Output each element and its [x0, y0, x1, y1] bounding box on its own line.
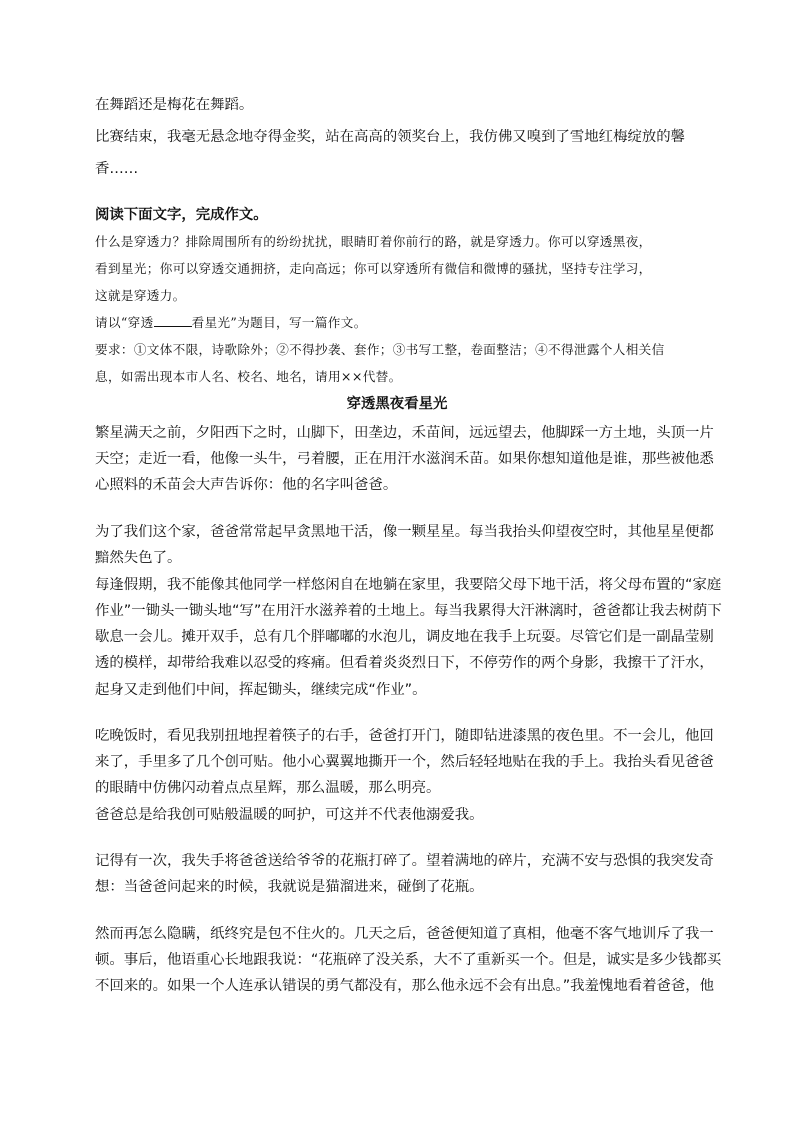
task-requirements-line-1: 要求：①文体不限，诗歌除外；②不得抄袭、套作；③书写工整，卷面整洁；④不得泄露个人相关信 [95, 342, 665, 357]
essay-line: 吃晚饭时，看见我别扭地捏着筷子的右手，爸爸打开门，随即钻进漆黑的夜色里。不一会儿，他回 [95, 728, 714, 744]
essay-line: 黯然失色了。 [95, 550, 182, 566]
essay-line: 想：当爸爸问起来的时候，我就说是猫溜进来，碰倒了花瓶。 [95, 879, 484, 895]
essay-line: 歇息一会儿。摊开双手，总有几个胖嘟嘟的水泡儿，调皮地在我手上玩耍。尽管它们是一副晶莹剔 [95, 629, 714, 645]
essay-line: 为了我们这个家，爸爸常常起早贪黑地干活，像一颗星星。每当我抬头仰望夜空时，其他星星便都 [95, 524, 714, 540]
essay-line: 不回来的。如果一个人连承认错误的勇气都没有，那么他永远不会有出息。”我羞愧地看着爸爸，他 [95, 978, 715, 994]
essay-line: 心照料的禾苗会大声告诉你：他的名字叫爸爸。 [95, 477, 398, 493]
task-requirements-line-2: 息，如需出现本市人名、校名、地名，请用××代替。 [95, 369, 402, 384]
essay-line: 天空；走近一看，他像一头牛，弓着腰，正在用汗水滋润禾苗。如果你想知道他是谁，那些被他悉 [95, 451, 714, 467]
essay-line: 然而再怎么隐瞒，纸终究是包不住火的。几天之后，爸爸便知道了真相，他毫不客气地训斥了我一 [95, 926, 714, 942]
intro-line-2: 比赛结束，我毫无悬念地夺得金奖，站在高高的领奖台上，我仿佛又嗅到了雪地红梅绽放的馨 [95, 129, 686, 145]
essay-line: 每逢假期，我不能像其他同学一样悠闲自在地躺在家里，我要陪父母下地干活，将父母布置的“家庭 [95, 577, 722, 593]
task-paragraph-line-1: 什么是穿透力？排除周围所有的纷纷扰扰，眼睛盯着你前行的路，就是穿透力。你可以穿透黑夜， [95, 234, 652, 249]
task-topic [95, 313, 367, 333]
essay-line: 的眼睛中仿佛闪动着点点星辉，那么温暖，那么明亮。 [95, 780, 441, 796]
essay-line: 透的模样，却带给我难以忍受的疼痛。但看着炎炎烈日下，不停劳作的两个身影，我擦干了汗水， [95, 655, 714, 671]
intro-line-3: 香…… [95, 161, 139, 177]
topic-text-before: 请以“穿透 [95, 315, 154, 330]
essay-line: 来了，手里多了几个创可贴。他小心翼翼地撕开一个，然后轻轻地贴在我的手上。我抬头看见爸爸 [95, 754, 714, 770]
essay-line: 爸爸总是给我创可贴般温暖的呵护，可这并不代表他溺爱我。 [95, 807, 484, 823]
essay-line: 繁星满天之前，夕阳西下之时，山脚下，田垄边，禾苗间，远远望去，他脚踩一方土地，头顶一片 [95, 425, 714, 441]
essay-line: 作业”一锄头一锄头地“写”在用汗水滋养着的土地上。每当我累得大汗淋漓时，爸爸都让我去树荫下 [95, 603, 722, 619]
essay-line: 记得有一次，我失手将爸爸送给爷爷的花瓶打碎了。望着满地的碎片，充满不安与恐惧的我突发奇 [95, 853, 714, 869]
task-paragraph-line-2: 看到星光；你可以穿透交通拥挤，走向高远；你可以穿透所有微信和微博的骚扰，坚持专注学习， [95, 261, 652, 276]
intro-line-1: 在舞蹈还是梅花在舞蹈。 [95, 97, 254, 113]
essay-line: 起身又走到他们中间，挥起锄头，继续完成“作业”。 [95, 682, 427, 698]
topic-text-after: 看星光”为题目，写一篇作文。 [191, 315, 367, 330]
task-heading: 阅读下面文字，完成作文。 [95, 207, 268, 223]
essay-title: 穿透黑夜看星光 [346, 396, 448, 412]
essay-line: 顿。事后，他语重心长地跟我说：“花瓶碎了没关系，大不了重新买一个。但是，诚实是多少钱都买 [95, 952, 722, 968]
topic-blank [154, 314, 192, 327]
task-paragraph-line-3: 这就是穿透力。 [95, 288, 186, 303]
